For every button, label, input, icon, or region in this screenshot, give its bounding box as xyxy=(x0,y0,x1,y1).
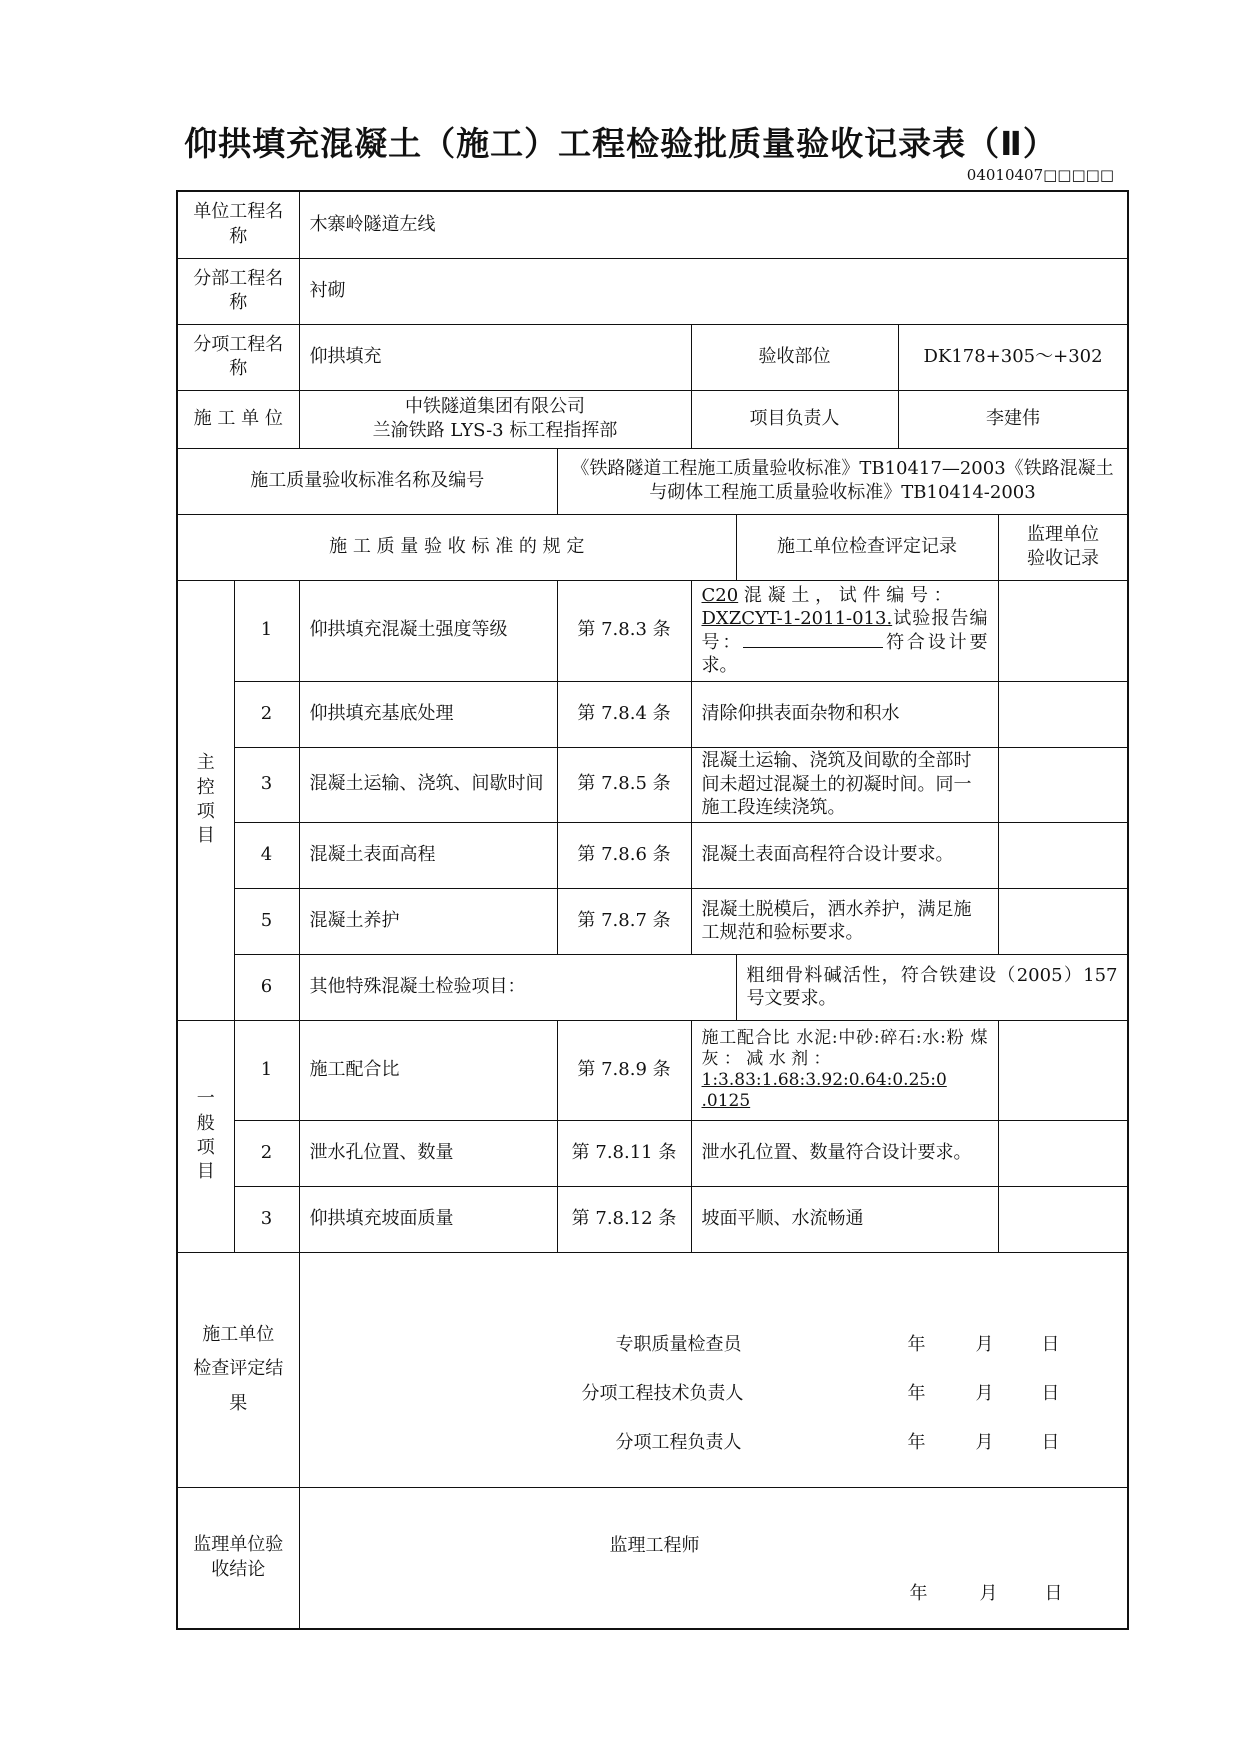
division-value: 衬砌 xyxy=(299,258,1128,324)
item-no: 6 xyxy=(234,954,299,1020)
item-record: 混凝土运输、浇筑及间歇的全部时间未超过混凝土的初凝时间。同一施工段连续浇筑。 xyxy=(691,747,998,822)
supervisor-record[interactable] xyxy=(998,747,1128,822)
supervising-engineer-label: 监理工程师 xyxy=(609,1534,700,1556)
subitem-lead-label: 分项工程负责人 xyxy=(615,1432,742,1453)
day-label: 日 xyxy=(1041,1432,1060,1453)
supervisor-record[interactable] xyxy=(998,1186,1128,1252)
item-no: 5 xyxy=(234,888,299,954)
item-clause: 第 7.8.4 条 xyxy=(557,681,691,747)
month-label: 月 xyxy=(975,1432,994,1453)
subitem-value: 仰拱填充 xyxy=(299,324,691,390)
item-name: 混凝土表面高程 xyxy=(299,822,557,888)
item-clause: 第 7.8.11 条 xyxy=(557,1120,691,1186)
supervisor-record[interactable] xyxy=(998,681,1128,747)
contractor-label: 施 工 单 位 xyxy=(177,390,299,448)
standard-label: 施工质量验收标准名称及编号 xyxy=(177,448,557,514)
year-label: 年 xyxy=(907,1383,926,1404)
item-name: 仰拱填充基底处理 xyxy=(299,681,557,747)
item-name: 仰拱填充坡面质量 xyxy=(299,1186,557,1252)
manager-value: 李建伟 xyxy=(898,390,1128,448)
contractor-value xyxy=(299,390,691,448)
item-no: 2 xyxy=(234,1120,299,1186)
report-number-blank[interactable] xyxy=(743,631,883,648)
standard-value xyxy=(557,448,1128,514)
division-label: 分部工程名称 xyxy=(177,258,299,324)
technical-lead-label: 分项工程技术负责人 xyxy=(581,1383,744,1404)
item-no: 3 xyxy=(234,1186,299,1252)
item-name: 泄水孔位置、数量 xyxy=(299,1120,557,1186)
item-name: 其他特殊混凝土检验项目： xyxy=(299,954,736,1020)
item-clause: 第 7.8.12 条 xyxy=(557,1186,691,1252)
item-name: 施工配合比 xyxy=(299,1020,557,1120)
day-label: 日 xyxy=(1044,1582,1063,1604)
supervisor-header-line1: 监理单位 xyxy=(1027,523,1099,545)
year-label: 年 xyxy=(907,1334,926,1355)
standard-line2: 与砌体工程施工质量验收标准》TB10414-2003 xyxy=(649,482,1036,503)
supervisor-record-header xyxy=(998,514,1128,580)
contractor-result-label: 施工单位 检查评定结果 xyxy=(177,1252,299,1487)
supervisor-header-line2: 验收记录 xyxy=(1027,548,1099,569)
item-clause: 第 7.8.5 条 xyxy=(557,747,691,822)
item-name: 混凝土运输、浇筑、间歇时间 xyxy=(299,747,557,822)
item-record: 坡面平顺、水流畅通 xyxy=(691,1186,998,1252)
quality-inspector-label: 专职质量检查员 xyxy=(615,1334,742,1355)
item-clause: 第 7.8.3 条 xyxy=(557,580,691,681)
main-control-label: 主 控 项 目 xyxy=(177,580,234,1020)
day-label: 日 xyxy=(1041,1383,1060,1404)
month-label: 月 xyxy=(979,1582,998,1604)
supervisor-record[interactable] xyxy=(998,822,1128,888)
supervisor-result-area[interactable] xyxy=(299,1487,1128,1629)
item-name: 混凝土养护 xyxy=(299,888,557,954)
mix-ratio-value-cont: .0125 xyxy=(701,1091,751,1112)
inspect-part-value: DK178+305～+302 xyxy=(898,324,1128,390)
mix-ratio-value: 1:3.83:1.68:3.92:0.64:0.25:0 xyxy=(701,1070,947,1090)
item-clause: 第 7.8.6 条 xyxy=(557,822,691,888)
day-label: 日 xyxy=(1041,1334,1060,1355)
supervisor-result-label: 监理单位验收结论 xyxy=(177,1487,299,1629)
spec-column-header: 施 工 质 量 验 收 标 准 的 规 定 xyxy=(177,514,736,580)
unit-project-label: 单位工程名称 xyxy=(177,191,299,258)
item-clause: 第 7.8.9 条 xyxy=(557,1020,691,1120)
supervisor-record[interactable] xyxy=(998,1120,1128,1186)
item-no: 1 xyxy=(234,580,299,681)
manager-label: 项目负责人 xyxy=(691,390,898,448)
supervisor-record[interactable] xyxy=(998,580,1128,681)
item-record: 混凝土表面高程符合设计要求。 xyxy=(691,822,998,888)
month-label: 月 xyxy=(975,1334,994,1355)
item-record: 清除仰拱表面杂物和积水 xyxy=(691,681,998,747)
inspect-part-label: 验收部位 xyxy=(691,324,898,390)
month-label: 月 xyxy=(975,1383,994,1404)
concrete-grade: C20 xyxy=(701,584,739,606)
contractor-line2: 兰渝铁路 LYS-3 标工程指挥部 xyxy=(372,420,618,441)
standard-line1: 《铁路隧道工程施工质量验收标准》TB10417—2003《铁路混凝土 xyxy=(571,457,1114,479)
year-label: 年 xyxy=(907,1432,926,1453)
item-no: 1 xyxy=(234,1020,299,1120)
item-no: 4 xyxy=(234,822,299,888)
subitem-label: 分项工程名称 xyxy=(177,324,299,390)
contractor-record-header: 施工单位检查评定记录 xyxy=(736,514,998,580)
mix-ratio-record: 施工配合比 水泥:中砂:碎石:水:粉 煤 灰 ： 减 水 剂 ： 1:3.83:1.68:3.92:0.64:0.25:0 .0125 xyxy=(691,1020,998,1120)
supervisor-record[interactable] xyxy=(998,888,1128,954)
specimen-number: DXZCYT-1-2011-013. xyxy=(701,608,893,630)
contractor-line1: 中铁隧道集团有限公司 xyxy=(405,395,585,417)
general-items-label: 一 般 项 目 xyxy=(177,1020,234,1252)
item-clause: 第 7.8.7 条 xyxy=(557,888,691,954)
item-record: 混凝土脱模后，洒水养护，满足施工规范和验标要求。 xyxy=(691,888,998,954)
page-title: 仰拱填充混凝土（施工）工程检验批质量验收记录表（Ⅱ） xyxy=(184,124,1057,163)
document-code: 04010407□□□□□ xyxy=(966,166,1114,184)
item-record: 粗细骨料碱活性，符合铁建设（2005）157 号文要求。 xyxy=(736,954,1128,1020)
item-record: 泄水孔位置、数量符合设计要求。 xyxy=(691,1120,998,1186)
inspection-record-table xyxy=(176,190,1129,1630)
supervisor-record[interactable] xyxy=(998,1020,1128,1120)
year-label: 年 xyxy=(909,1582,928,1604)
item-name: 仰拱填充混凝土强度等级 xyxy=(299,580,557,681)
item-record: C20 混 凝 土 ， 试 件 编 号 ： DXZCYT-1-2011-013.试验报告编号： 符合设计要求。 xyxy=(691,580,998,681)
item-no: 3 xyxy=(234,747,299,822)
unit-project-value: 木寨岭隧道左线 xyxy=(299,191,1128,258)
contractor-result-area[interactable] xyxy=(299,1252,1128,1487)
item-no: 2 xyxy=(234,681,299,747)
